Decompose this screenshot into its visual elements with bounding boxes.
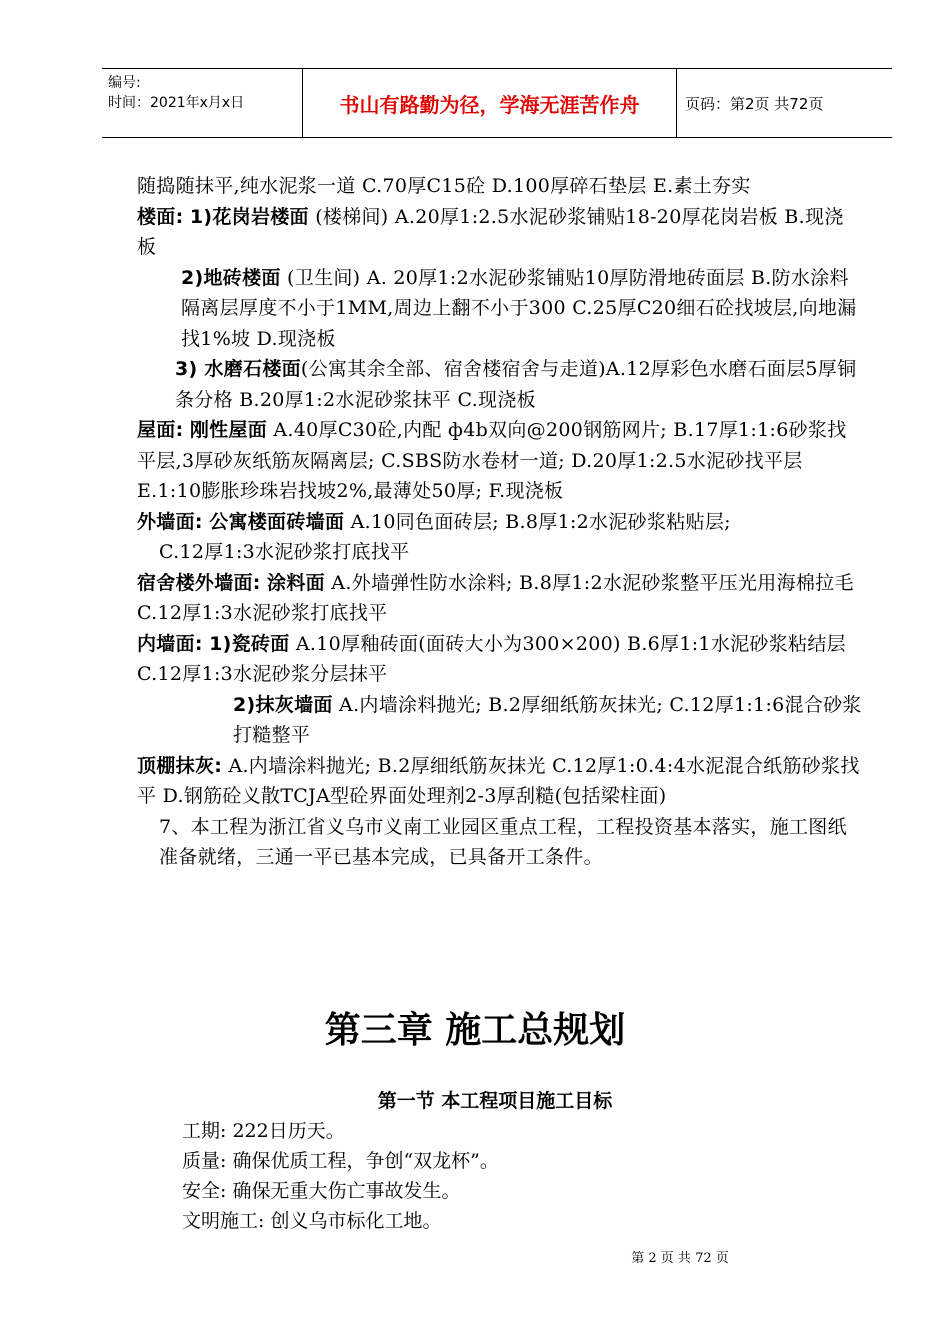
interior-tile-text: A.10厚釉砖面(面砖大小为300×200) B.6厚1:1水泥砂浆粘结层 C.12厚1:3水泥砂浆分层抹平 [137, 632, 846, 685]
roof-title: 刚性屋面 [189, 419, 268, 441]
paragraph-project-status: 7、本工程为浙江省义乌市义南工业园区重点工程，工程投资基本落实，施工图纸准备就绪，三通一平已基本完成，已具备开工条件。 [159, 815, 847, 868]
exterior-wall-label: 外墙面: [137, 510, 203, 533]
interior-tile-title: 1)瓷砖面 [209, 632, 290, 655]
paragraph-dorm-wall [137, 568, 862, 629]
interior-plaster-title: 2)抹灰墙面 [233, 693, 333, 716]
paragraph-ceiling [137, 751, 862, 812]
footer-mid: 页 共 [660, 1251, 691, 1266]
ceiling-text: A.内墙涂料抛光; B.2厚细纸筋灰抹光 C.12厚1:0.4:4水泥混合纸筋砂浆找平 D.钢筋砼义散TCJA型砼界面处理剂2-3厚刮糙(包括梁柱面) [137, 754, 860, 807]
floor-tile-text: (卫生间) A. 20厚1:2水泥砂浆铺贴10厚防滑地砖面层 B.防水涂料隔离层厚度不小于1MM,周边上翻不小于300 C.25厚C20细石砼找坡层,向地漏找1%坡 D.现浇板 [181, 266, 857, 350]
paragraph-exterior-wall [137, 507, 862, 538]
floor-tile-title: 2)地砖楼面 [181, 266, 281, 289]
floor-granite-title: 1)花岗岩楼面 [189, 205, 309, 228]
section-title: 第一节 本工程项目施工目标 [377, 1090, 613, 1112]
exterior-wall-text: A.10同色面砖层; B.8厚1:2水泥砂浆粘贴层; [344, 510, 731, 533]
header-motto: 书山有路勤为径，学海无涯苦作舟 [303, 69, 677, 137]
floor-terrazzo-text: (公寓其余全部、宿舍楼宿舍与走道)A.12厚彩色水磨石面层5厚铜条分格 B.20厚1:2水泥砂浆抹平 C.现浇板 [175, 358, 857, 411]
number-label: 编号: [108, 75, 141, 91]
goal-civilized: 文明施工: 创义乌市标化工地。 [182, 1210, 442, 1232]
goals-list [182, 1116, 499, 1236]
chapter-title: 第三章 施工总规划 [324, 1010, 626, 1051]
header-meta [102, 69, 303, 137]
floor-granite-text: (楼梯间) A.20厚1:2.5水泥砂浆铺贴18-20厚花岗岩板 B.现浇板 [137, 205, 844, 258]
ceiling-label: 顶棚抹灰: [137, 754, 223, 777]
paragraph-interior-tile [137, 629, 862, 690]
header-page-info: 页码：第2页 共72页 [685, 94, 824, 113]
paragraph-ground-layers: 随捣随抹平,纯水泥浆一道 C.70厚C15砼 D.100厚碎石垫层 E.素土夯实 [137, 175, 751, 197]
dorm-wall-text: A.外墙弹性防水涂料; B.8厚1:2水泥砂浆整平压光用海棉拉毛 C.12厚1:3水泥砂浆打底找平 [137, 571, 854, 624]
dorm-wall-title: 涂料面 [267, 571, 325, 594]
footer-total-pages: 72 [695, 1251, 712, 1266]
floor-terrazzo-title: 3) 水磨石楼面 [175, 358, 301, 380]
footer-suffix: 页 [715, 1251, 729, 1266]
exterior-wall-title: 公寓楼面砖墙面 [209, 510, 345, 533]
roof-label: 屋面: [137, 419, 184, 441]
paragraph-floor-tile [137, 263, 862, 355]
goal-safety: 安全: 确保无重大伤亡事故发生。 [182, 1180, 461, 1202]
interior-plaster-text: A.内墙涂料抛光; B.2厚细纸筋灰抹光; C.12厚1:1:6混合砂浆打糙整平 [233, 693, 862, 746]
paragraph-floor-granite [137, 202, 862, 263]
roof-text: A.40厚C30砼,内配 ф4b双向@200钢筋网片; B.17厚1:1:6砂浆找平层,3厚砂灰纸筋灰隔离层; C.SBS防水卷材一道; D.20厚1:2.5水泥砂找平层 E.1:10膨胀珍珠岩找坡2%,最薄处50厚; F.现浇板 [137, 419, 847, 502]
paragraph-interior-plaster [137, 690, 862, 751]
paragraph-roof [137, 415, 862, 507]
document-body [137, 171, 862, 873]
dorm-wall-label: 宿舍楼外墙面: [137, 571, 261, 594]
goal-quality: 质量: 确保优质工程，争创“双龙杯”。 [182, 1150, 499, 1172]
footer-prefix: 第 [631, 1251, 645, 1266]
paragraph-exterior-wall-cont: C.12厚1:3水泥砂浆打底找平 [159, 541, 410, 563]
goal-duration: 工期: 222日历天。 [182, 1120, 345, 1142]
paragraph-floor-terrazzo [137, 354, 862, 415]
page-header [102, 68, 892, 138]
time-label: 时间：2021年x月x日 [108, 95, 245, 111]
interior-wall-label: 内墙面: [137, 632, 203, 655]
footer-page-number: 2 [648, 1251, 657, 1266]
floor-label: 楼面: [137, 205, 184, 228]
page-footer [0, 1247, 950, 1266]
